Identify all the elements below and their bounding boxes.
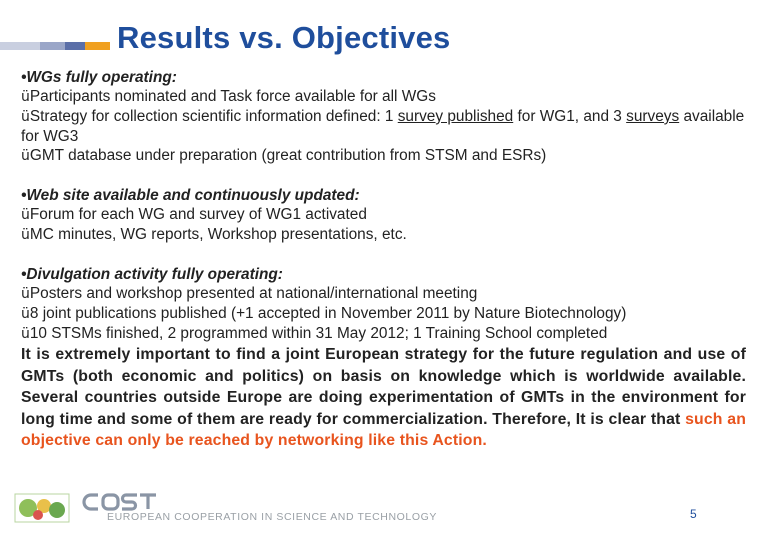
slide-content xyxy=(21,68,746,452)
conclusion-paragraph: It is extremely important to find a joint European strategy for the future regulation and use of GMTs (both economic and politics) on basis on knowledge which is worldwide available. Several countries outside Europe are doing experimentation of GMTs in the environment for long time and some of them are ready for commercialization. Therefore, It is clear that such an objective can only be reached by networking like this Action. xyxy=(21,346,746,449)
list-item: üMC minutes, WG reports, Workshop presentations, etc. xyxy=(21,226,407,243)
list-item: üParticipants nominated and Task force available for all WGs xyxy=(21,88,436,105)
section-wgs xyxy=(21,68,746,166)
list-item: ü8 joint publications published (+1 accepted in November 2011 by Nature Biotechnology) xyxy=(21,305,627,322)
action-logo-icon xyxy=(14,492,70,524)
section-heading: •Divulgation activity fully operating: xyxy=(21,266,283,283)
check-icon: ü xyxy=(21,109,30,125)
section-divulgation xyxy=(21,265,746,344)
highlighted-text: such an objective can only be reached by networking like this Action. xyxy=(21,410,746,449)
page-number: 5 xyxy=(690,507,697,521)
check-icon: ü xyxy=(21,306,30,322)
list-item: üPosters and workshop presented at national/international meeting xyxy=(21,285,478,302)
section-heading: •WGs fully operating: xyxy=(21,69,177,86)
slide-title: Results vs. Objectives xyxy=(117,20,451,55)
check-icon: ü xyxy=(21,286,30,302)
list-item: ü10 STSMs finished, 2 programmed within 31 May 2012; 1 Training School completed xyxy=(21,325,608,342)
list-item: üForum for each WG and survey of WG1 activated xyxy=(21,206,367,223)
section-heading: •Web site available and continuously updated: xyxy=(21,187,360,204)
check-icon: ü xyxy=(21,207,30,223)
check-icon: ü xyxy=(21,89,30,105)
check-icon: ü xyxy=(21,148,30,164)
footer-tagline: EUROPEAN COOPERATION IN SCIENCE AND TECHNOLOGY xyxy=(107,511,438,523)
list-item: üStrategy for collection scientific information defined: 1 survey published for WG1, and 3 surveys available for WG3 xyxy=(21,108,745,145)
section-website xyxy=(21,186,746,245)
list-item: üGMT database under preparation (great contribution from STSM and ESRs) xyxy=(21,147,547,164)
check-icon: ü xyxy=(21,326,30,342)
title-accent-bar xyxy=(0,42,110,50)
check-icon: ü xyxy=(21,227,30,243)
